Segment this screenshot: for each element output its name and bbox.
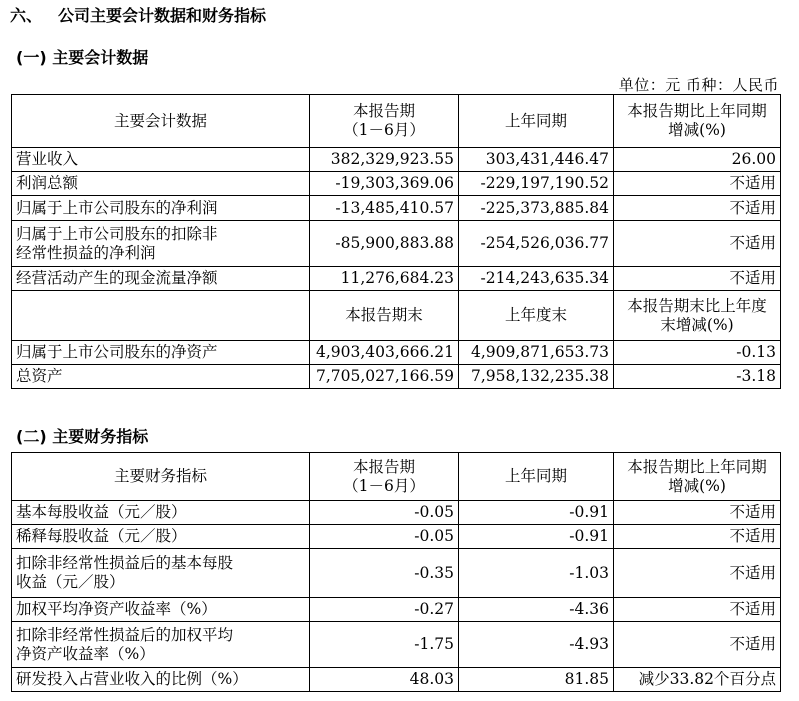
table-row xyxy=(12,341,781,365)
table-subheader-row xyxy=(12,291,781,341)
row-label: 营业收入 xyxy=(12,148,310,172)
change-value: 减少33.82个百分点 xyxy=(614,668,781,692)
label-line: 扣除非经常性损益后的加权平均 xyxy=(16,625,234,644)
prior-value: -1.03 xyxy=(459,549,614,598)
current-value: -1.75 xyxy=(310,622,459,668)
part2-heading: (二) 主要财务指标 xyxy=(16,427,149,446)
change-value: 不适用 xyxy=(614,196,781,221)
prior-value: -229,197,190.52 xyxy=(459,172,614,196)
prior-value: 303,431,446.47 xyxy=(459,148,614,172)
row-label: 归属于上市公司股东的净利润 xyxy=(12,196,310,221)
table-row xyxy=(12,501,781,525)
change-value: 不适用 xyxy=(614,525,781,549)
prior-value: -4.36 xyxy=(459,598,614,622)
prior-value: 81.85 xyxy=(459,668,614,692)
unit-line: 单位：元 币种：人民币 xyxy=(618,76,779,94)
row-label: 归属于上市公司股东的净资产 xyxy=(12,341,310,365)
change-value: -3.18 xyxy=(614,365,781,389)
section-number: 六、 xyxy=(10,6,43,25)
prior-value: -0.91 xyxy=(459,525,614,549)
table-row xyxy=(12,196,781,221)
header-cell xyxy=(614,291,781,341)
current-value: 48.03 xyxy=(310,668,459,692)
current-value: -0.05 xyxy=(310,525,459,549)
current-value: 7,705,027,166.59 xyxy=(310,365,459,389)
table-row xyxy=(12,267,781,291)
row-label: 研发投入占营业收入的比例（%） xyxy=(12,668,310,692)
row-label: 稀释每股收益（元／股） xyxy=(12,525,310,549)
header-line: 本报告期 xyxy=(352,457,415,476)
table-row xyxy=(12,622,781,668)
header-cell xyxy=(614,95,781,148)
header-cell: 本报告期末 xyxy=(310,291,459,341)
header-line: 增减(%) xyxy=(668,121,726,139)
header-cell: 上年同期 xyxy=(459,453,614,501)
header-line: 增减(%) xyxy=(668,476,726,495)
change-value: 不适用 xyxy=(614,172,781,196)
current-value: -13,485,410.57 xyxy=(310,196,459,221)
header-line: 本报告期比上年同期 xyxy=(627,102,767,120)
header-cell xyxy=(310,453,459,501)
table-row xyxy=(12,221,781,267)
row-label xyxy=(12,549,310,598)
change-value: 不适用 xyxy=(614,501,781,525)
section-heading xyxy=(10,3,266,26)
table-row xyxy=(12,148,781,172)
financial-indicators-table xyxy=(11,452,781,692)
table-row xyxy=(12,549,781,598)
header-line: 本报告期 xyxy=(352,102,415,120)
row-label: 加权平均净资产收益率（%） xyxy=(12,598,310,622)
table-row xyxy=(12,598,781,622)
label-line: 扣除非经常性损益后的基本每股 xyxy=(16,554,234,572)
current-value: -85,900,883.88 xyxy=(310,221,459,267)
header-cell: 主要会计数据 xyxy=(12,95,310,148)
header-cell-empty xyxy=(12,291,310,341)
table-row xyxy=(12,525,781,549)
row-label xyxy=(12,221,310,267)
prior-value: -225,373,885.84 xyxy=(459,196,614,221)
table-row xyxy=(12,172,781,196)
table-row xyxy=(12,365,781,389)
table-row xyxy=(12,668,781,692)
header-cell: 上年度末 xyxy=(459,291,614,341)
header-cell xyxy=(310,95,459,148)
prior-value: -254,526,036.77 xyxy=(459,221,614,267)
change-value: 26.00 xyxy=(614,148,781,172)
change-value: 不适用 xyxy=(614,221,781,267)
change-value: 不适用 xyxy=(614,267,781,291)
part1-heading: (一) 主要会计数据 xyxy=(16,48,149,67)
label-line: 收益（元／股） xyxy=(16,573,125,591)
prior-value: -4.93 xyxy=(459,622,614,668)
current-value: -0.05 xyxy=(310,501,459,525)
label-line: 归属于上市公司股东的扣除非 xyxy=(16,224,218,243)
prior-value: 7,958,132,235.38 xyxy=(459,365,614,389)
prior-value: -0.91 xyxy=(459,501,614,525)
label-line: 经常性损益的净利润 xyxy=(16,243,156,262)
header-line: （1－6月） xyxy=(343,476,425,495)
header-line: 末增减(%) xyxy=(660,315,734,334)
current-value: -19,303,369.06 xyxy=(310,172,459,196)
change-value: 不适用 xyxy=(614,598,781,622)
header-cell: 主要财务指标 xyxy=(12,453,310,501)
row-label: 经营活动产生的现金流量净额 xyxy=(12,267,310,291)
header-line: 本报告期末比上年度 xyxy=(627,296,767,315)
label-line: 净资产收益率（%） xyxy=(16,644,155,663)
row-label: 基本每股收益（元／股） xyxy=(12,501,310,525)
change-value: -0.13 xyxy=(614,341,781,365)
row-label: 利润总额 xyxy=(12,172,310,196)
accounting-data-table xyxy=(11,94,781,389)
prior-value: -214,243,635.34 xyxy=(459,267,614,291)
header-line: 本报告期比上年同期 xyxy=(627,457,767,476)
current-value: -0.35 xyxy=(310,549,459,598)
table-header-row xyxy=(12,453,781,501)
row-label xyxy=(12,622,310,668)
table-header-row xyxy=(12,95,781,148)
header-cell: 上年同期 xyxy=(459,95,614,148)
header-line: （1－6月） xyxy=(343,121,425,139)
current-value: 382,329,923.55 xyxy=(310,148,459,172)
prior-value: 4,909,871,653.73 xyxy=(459,341,614,365)
change-value: 不适用 xyxy=(614,549,781,598)
current-value: -0.27 xyxy=(310,598,459,622)
change-value: 不适用 xyxy=(614,622,781,668)
current-value: 11,276,684.23 xyxy=(310,267,459,291)
header-cell xyxy=(614,453,781,501)
row-label: 总资产 xyxy=(12,365,310,389)
section-title: 公司主要会计数据和财务指标 xyxy=(58,6,267,25)
current-value: 4,903,403,666.21 xyxy=(310,341,459,365)
